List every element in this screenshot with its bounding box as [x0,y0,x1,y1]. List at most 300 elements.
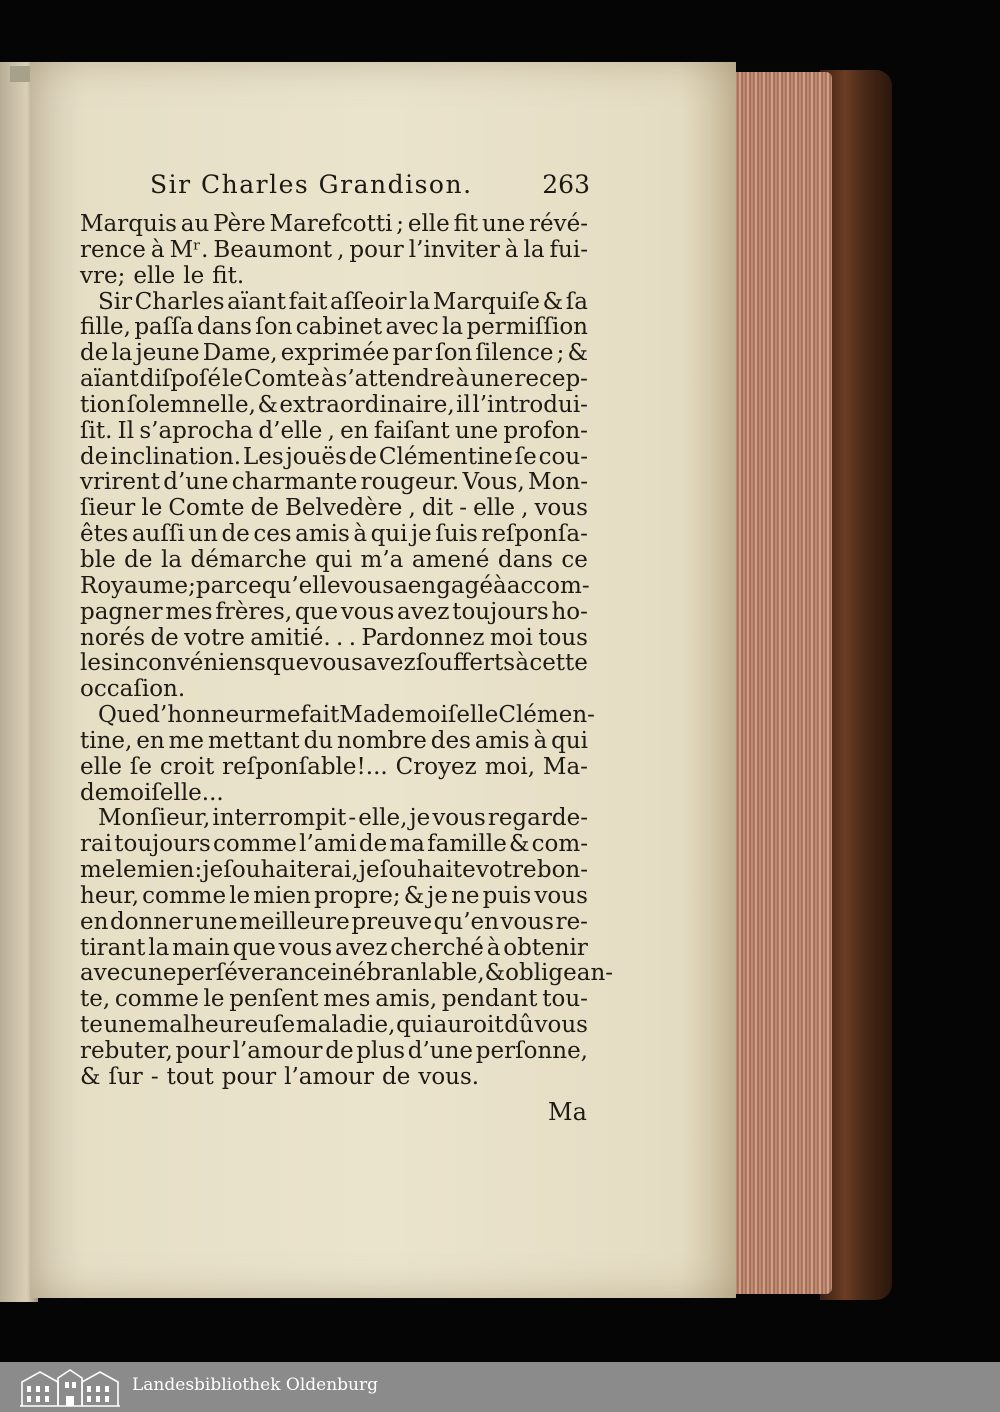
text-word: révé- [529,211,588,237]
text-word: & [403,882,425,909]
text-word: s’attendre [335,366,455,393]
text-word: ; [396,211,405,237]
text-word: mien [136,857,195,884]
text-line [80,677,588,703]
text-word: me [168,727,205,754]
text-word: elle [407,211,450,237]
text-word: du [303,727,334,754]
text-word: & [542,288,564,315]
text-word: que [232,934,276,961]
text-word: tout [166,1063,214,1090]
text-word: nombre [337,727,427,754]
text-word: vous [309,650,363,677]
text-word: elle [80,753,122,780]
text-word: le [203,986,225,1013]
text-word: recep- [514,366,588,393]
text-word: perſéverance [176,960,331,987]
text-word: êtes [80,521,129,548]
text-word: Mʳ. [169,236,209,263]
page-header [150,170,590,210]
text-word: frères, [215,598,293,625]
running-head: Sir Charles Grandison. [150,170,473,199]
text-word: de [381,1063,411,1090]
text-line [80,574,588,600]
text-word: elle [473,495,515,522]
text-line [80,238,588,264]
text-word: Ma- [542,753,588,780]
text-word: heur, [80,882,140,909]
text-line [80,910,588,936]
text-word: Charles [134,288,225,315]
text-line [80,600,588,626]
text-word: votre [184,624,245,651]
text-word: & [80,1063,101,1090]
text-word: vous [340,572,395,599]
text-word: le [115,857,137,884]
text-word: dû [504,1012,534,1039]
text-word: auroit [433,1012,504,1039]
text-word: perſonne, [475,1038,588,1064]
text-word: amis, [375,986,438,1013]
text-word: re- [555,908,588,935]
text-word: votre [475,857,537,884]
text-word: par [392,340,432,367]
text-word: Clémen- [498,702,595,729]
text-word: fille, [80,314,131,341]
text-line [80,1013,588,1039]
text-word: Mademoiſelle [339,702,499,729]
text-word: & [567,340,588,367]
text-word: obligean- [505,960,614,987]
text-word: comme [114,986,199,1013]
text-word: obtenir [503,934,588,961]
text-line [80,858,588,884]
text-word: une [481,211,526,237]
text-word: donner [110,908,193,935]
text-word: amis [295,521,350,548]
text-word: pagner [80,598,163,625]
text-word: je [409,805,431,832]
text-line [80,470,588,496]
text-word: ſilence [475,340,554,367]
text-word: reſponſa- [481,521,588,548]
text-word: , [327,417,335,444]
text-line [80,806,588,832]
text-word: me [265,702,301,729]
text-word: m’a [360,546,404,573]
text-word: charmante [231,469,358,496]
text-word: rougeur. [360,469,460,496]
text-word: - [150,1063,159,1090]
text-word: que [266,650,310,677]
text-word: com- [531,831,588,858]
text-word: il [456,391,471,418]
text-word: ſuis [435,521,478,548]
text-word: fit [453,211,479,237]
text-word: pour [221,1063,277,1090]
text-word: le [229,882,251,909]
text-word: ble [80,546,116,573]
text-word: à [486,934,501,961]
catchword: Ma [548,1098,587,1126]
text-word: une [133,960,177,987]
text-word: ce [561,546,588,573]
text-word: Croyez [395,753,477,780]
text-word: Père [213,211,266,237]
text-word: comme [212,831,297,858]
text-line [80,367,588,393]
page-number: 263 [542,170,590,199]
text-word: de [348,443,378,470]
text-word: interrompit [212,805,347,832]
text-word: ſolemnelle, [126,391,256,418]
text-word: comme [142,882,227,909]
text-word: fait [288,288,328,315]
text-word: d’honneur [145,702,266,729]
text-word: parce [195,572,262,599]
text-word: regarde- [487,805,588,832]
text-word: Que [98,702,146,729]
text-word: de [80,443,109,470]
text-word: Comte [243,366,320,393]
text-word: vous. [418,1063,480,1090]
text-word: aſſeoir [329,288,407,315]
institution-name: Landesbibliothek Oldenburg [132,1375,379,1395]
text-word: cherché [390,934,484,961]
text-word: occaſion. [80,676,186,703]
text-line [80,832,588,858]
text-word: jouës [285,443,347,470]
text-word: je [427,882,449,909]
page-edges [728,72,832,1294]
text-word: qui [551,727,588,754]
text-word: extraordinaire, [279,391,455,418]
text-word: exprimée [280,340,390,367]
text-word: faiſant [373,417,450,444]
text-word: d’elle [258,417,323,444]
text-word: . [336,624,344,651]
text-word: qui [315,546,353,573]
text-word: une [470,366,514,393]
text-line [80,729,588,755]
text-word: Marefcotti [269,211,393,237]
text-word: a [394,572,408,599]
text-word: à [320,366,335,393]
text-word: pour [349,236,404,263]
text-word: amené [411,546,490,573]
text-word: fit. [212,262,245,289]
text-word: ſieur [80,495,136,522]
text-word: une [103,1012,147,1039]
text-word: que [294,598,339,625]
text-word: Mon- [528,469,588,496]
footer-bar [0,1362,1000,1412]
text-word: te, [80,986,111,1013]
text-word: le [183,262,205,289]
text-line [80,651,588,677]
text-word: Vous, [462,469,525,496]
text-word: de [150,624,179,651]
text-word: le [141,495,163,522]
text-word: de [80,340,109,367]
text-word: , [521,495,529,522]
text-word: à [455,366,470,393]
text-word: l’amour [284,1063,374,1090]
text-word: fait [300,702,340,729]
text-word: en [136,727,165,754]
text-word: qui [396,1012,433,1039]
text-word: Sir [98,288,133,315]
text-line [80,341,588,367]
text-word: & [484,960,506,987]
text-word: toujours [452,598,549,625]
text-word: tou- [542,986,588,1013]
text-word: dans [497,546,553,573]
text-word: à [504,236,519,263]
text-word: Dame, [202,340,278,367]
text-word: elle [133,262,176,289]
text-word: me [80,857,116,884]
text-word: propre; [313,882,401,909]
text-word: Il [117,417,135,444]
text-word: maladie, [295,1012,396,1039]
text-word: . [348,624,357,651]
text-word: l’ami [299,831,357,858]
text-word: rence [80,236,146,263]
text-word: accom- [506,572,590,599]
text-word: les [80,650,113,677]
text-word: avez [397,598,450,625]
text-word: Pardonnez [361,624,485,651]
text-line [80,548,588,574]
text-word: je [358,857,380,884]
text-line [80,1039,588,1065]
text-line [80,264,588,290]
text-line [80,212,588,238]
text-word: , [477,960,485,987]
text-word: malheureuſe [147,1012,296,1039]
text-word: & [509,831,530,858]
text-word: ne [451,882,480,909]
text-word: la [442,314,464,341]
text-word: Belvedère [284,495,403,522]
text-word: qu’en [433,908,499,935]
text-word: ſouhaite [379,857,476,884]
text-word: jeune [135,340,200,367]
text-word: à [515,650,530,677]
text-word: rebuter, [80,1038,173,1064]
text-word: la [148,934,170,961]
text-word: Les [242,443,284,470]
text-line [80,522,588,548]
text-line [80,445,588,471]
text-word: ſe [129,753,152,780]
text-word: de [124,546,153,573]
library-building-icon [18,1366,122,1408]
text-word: - [459,495,467,522]
text-word: : [194,857,203,884]
text-word: Comte [168,495,245,522]
text-word: paſſa [134,314,194,341]
text-line [80,496,588,522]
text-word: d’une [163,469,229,496]
text-word: bon- [536,857,588,884]
text-word: , [337,236,345,263]
text-word: , [408,495,416,522]
text-word: mettant [207,727,300,754]
text-word: vre; [80,262,126,289]
text-word: inconvéniens [113,650,266,677]
text-word: la [160,546,183,573]
text-line [80,1065,588,1091]
text-word: ces [253,521,292,548]
text-word: Royaume; [80,572,196,599]
text-word: vous [432,805,486,832]
text-word: meilleure [239,908,350,935]
text-word: de [325,1038,354,1064]
text-word: inébranlable [330,960,478,987]
text-word: l’inviter [408,236,500,263]
text-word: vous [534,882,588,909]
text-word: amitié. [250,624,331,651]
text-word: vrirent [80,469,161,496]
text-word: ma [389,831,425,858]
text-word: & [257,391,278,418]
text-word: de [358,831,388,858]
text-word: moi [489,624,533,651]
text-word: en [80,908,109,935]
text-word: aïant [227,288,286,315]
text-word: diſpoſé [139,366,222,393]
text-word: une [194,908,238,935]
text-line [80,884,588,910]
text-word: s’aprocha [139,417,254,444]
text-word: vous [534,495,588,522]
text-line [80,626,588,652]
text-word: ſa [565,288,588,315]
text-word: vous [278,934,333,961]
text-word: qui [370,521,408,548]
text-word: penſent [229,986,319,1013]
text-word: en [340,417,369,444]
text-word: à [533,727,548,754]
text-line [80,987,588,1013]
text-word: l’introdui- [472,391,588,418]
text-word: mes [165,598,213,625]
text-line [80,419,588,445]
text-word: Monſieur, [98,805,211,832]
text-word: ſit. [80,417,113,444]
text-word: le [221,366,243,393]
text-line [80,936,588,962]
text-line [80,755,588,781]
text-line [80,315,588,341]
text-word: inclination. [110,443,242,470]
text-word: la [523,236,545,263]
text-word: demoiſelle... [80,779,224,806]
text-line [80,702,595,729]
text-word: la [111,340,133,367]
text-word: cabinet [295,314,383,341]
text-word: avez [363,650,416,677]
text-word: tous [538,624,588,651]
text-word: avez [335,934,388,961]
text-line [80,290,588,316]
text-word: pendant [441,986,538,1013]
text-word: Marquiſe [432,288,541,315]
text-word: puis [482,882,532,909]
text-word: tine, [80,727,133,754]
text-word: qu’elle [261,572,341,599]
text-word: pour [175,1038,230,1064]
text-line [80,393,588,419]
text-word: mes [323,986,371,1013]
text-word: reſponſable!... [222,753,388,780]
text-word: vous [500,908,554,935]
text-word: cette [529,650,588,677]
text-word: elle, [358,805,408,832]
text-word: d’une [407,1038,474,1064]
text-word: vous [340,598,395,625]
text-line [80,960,614,987]
text-word: je [411,521,432,548]
text-word: mien [253,882,311,909]
text-word: te [80,1012,103,1039]
text-word: cou- [538,443,588,470]
text-word: avec [80,960,134,987]
text-word: à [150,236,165,263]
text-word: - [348,805,357,832]
text-word: main [172,934,230,961]
text-word: vous [534,1012,588,1039]
text-word: permiſſion [466,314,588,341]
text-word: l’amour [232,1038,323,1064]
text-word: croit [159,753,215,780]
text-word: de [221,521,250,548]
body-text [80,211,614,1091]
text-word: au [180,211,210,237]
text-word: tion [80,391,126,418]
text-word: ; [556,340,565,367]
text-word: auſſi [131,521,185,548]
text-word: avec [385,314,439,341]
text-word: à [353,521,368,548]
text-word: fui- [549,236,588,263]
text-word: Clémentine [378,443,513,470]
text-word: dit [421,495,454,522]
text-word: tirant [80,934,146,961]
text-word: ſon [435,340,473,367]
text-word: rai [80,831,113,858]
text-word: ſur [108,1063,143,1090]
text-word: amis [474,727,530,754]
text-word: ſouhaiterai, [223,857,359,884]
text-line [80,781,588,807]
text-word: ho- [551,598,588,625]
text-word: moi, [484,753,536,780]
text-word: plus [356,1038,405,1064]
text-word: une [454,417,499,444]
text-word: la [409,288,431,315]
text-word: je [202,857,224,884]
text-word: à [492,572,507,599]
text-word: ſe [514,443,537,470]
text-word: aïant [80,366,139,393]
text-word: dans [196,314,252,341]
text-word: norés [80,624,146,651]
text-word: de [250,495,279,522]
text-word: des [430,727,471,754]
